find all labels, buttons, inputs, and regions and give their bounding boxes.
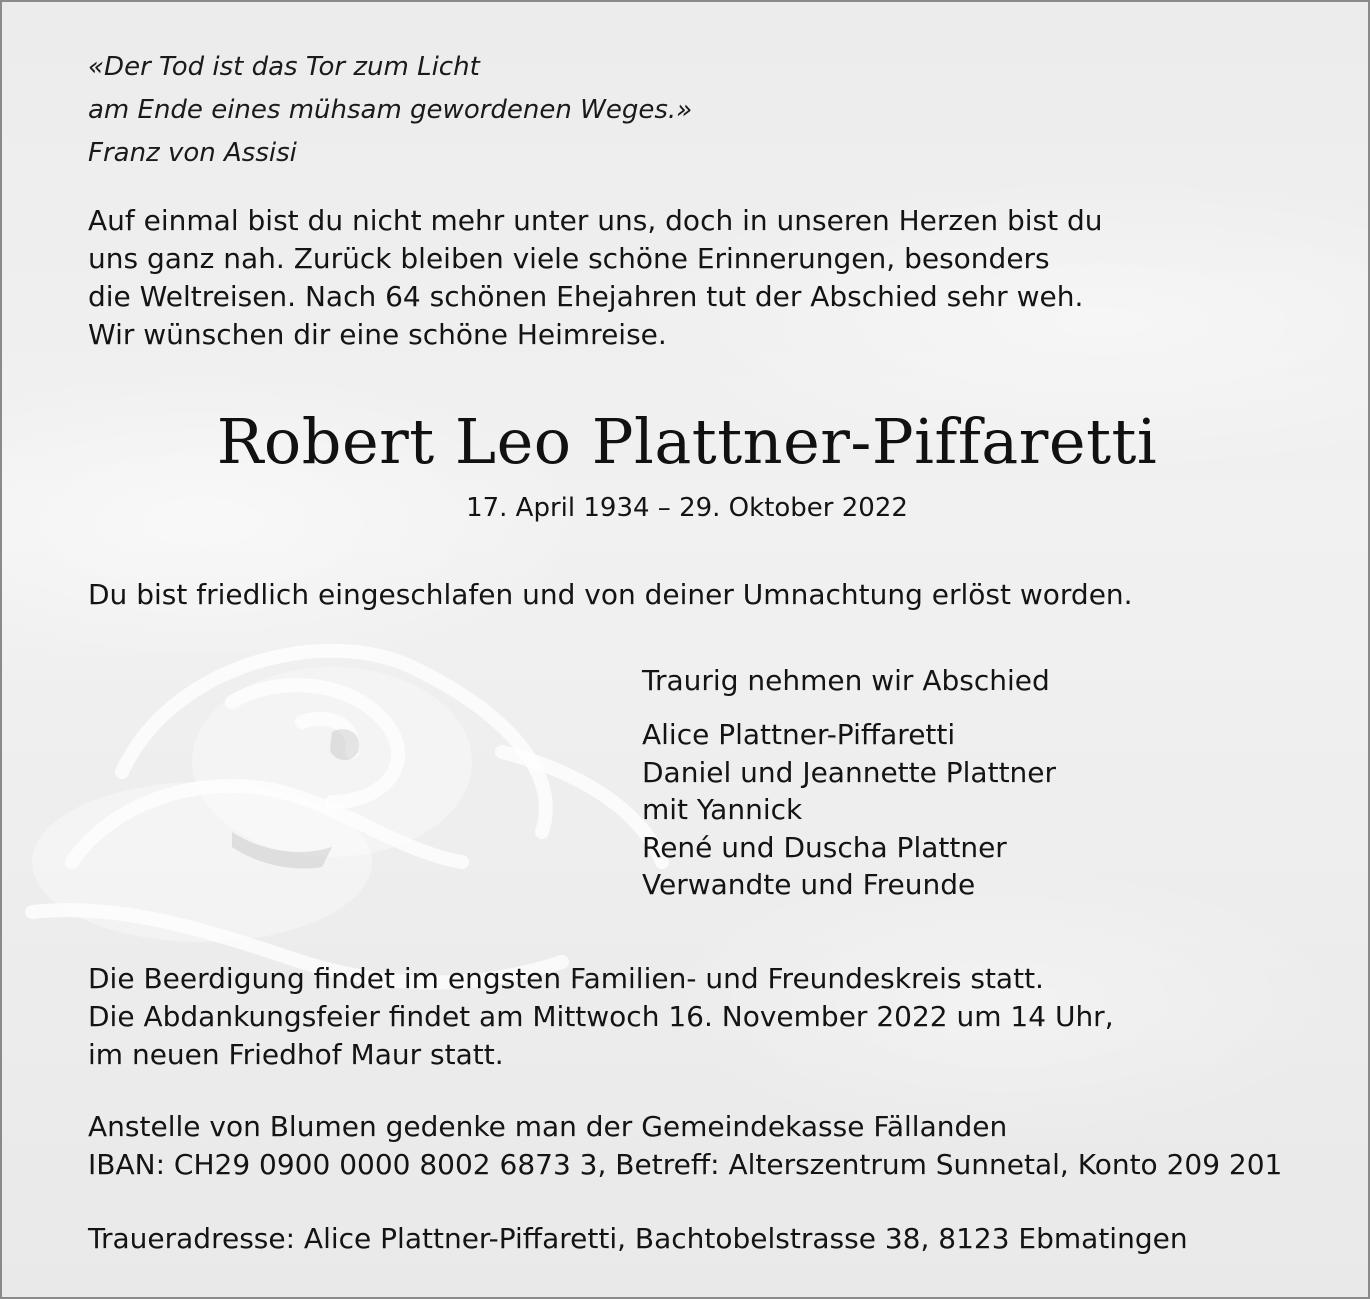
rose-icon xyxy=(2,602,702,1022)
mourners-heading: Traurig nehmen wir Abschied xyxy=(642,664,1050,697)
intro-line: Wir wünschen dir eine schöne Heimreise. xyxy=(88,318,667,351)
donation-line: Anstelle von Blumen gedenke man der Gemeindekasse Fällanden xyxy=(88,1110,1008,1143)
funeral-line: im neuen Friedhof Maur statt. xyxy=(88,1038,504,1071)
mourner-name: Verwandte und Freunde xyxy=(642,868,976,901)
mourner-name: mit Yannick xyxy=(642,793,803,826)
mourning-address: Traueradresse: Alice Plattner-Piffaretti, Bachtobelstrasse 38, 8123 Ebmatingen xyxy=(88,1222,1188,1255)
funeral-line: Die Beerdigung findet im engsten Familien- und Freundeskreis statt. xyxy=(88,962,1044,995)
intro-line: Auf einmal bist du nicht mehr unter uns, doch in unseren Herzen bist du xyxy=(88,204,1103,237)
release-line: Du bist friedlich eingeschlafen und von deiner Umnachtung erlöst worden. xyxy=(88,578,1133,611)
mourner-name: Daniel und Jeannette Plattner xyxy=(642,755,1057,789)
mourner-name: René und Duscha Plattner xyxy=(642,830,1007,864)
intro-line: uns ganz nah. Zurück bleiben viele schöne Erinnerungen, besonders xyxy=(88,242,1050,275)
intro-paragraph xyxy=(88,202,1103,354)
mourners-list xyxy=(642,716,1056,904)
quote-block xyxy=(88,46,692,175)
funeral-details xyxy=(88,960,1114,1074)
donation-details xyxy=(88,1108,1282,1184)
intro-line: die Weltreisen. Nach 64 schönen Ehejahren tut der Abschied sehr weh. xyxy=(88,280,1084,313)
quote-author: Franz von Assisi xyxy=(88,138,297,168)
life-dates: 17. April 1934 – 29. Oktober 2022 xyxy=(466,493,908,523)
quote-line: am Ende eines mühsam gewordenen Weges.» xyxy=(88,95,693,125)
deceased-name: Robert Leo Plattner-Piffaretti xyxy=(216,405,1158,478)
mourner-name: Alice Plattner-Piffaretti xyxy=(642,718,956,751)
donation-iban: IBAN: CH29 0900 0000 8002 6873 3, Betreff: Alterszentrum Sunnetal, Konto 209 201 xyxy=(88,1148,1283,1181)
quote-line: «Der Tod ist das Tor zum Licht xyxy=(88,52,480,82)
funeral-line: Die Abdankungsfeier findet am Mittwoch 16. November 2022 um 14 Uhr, xyxy=(88,1000,1114,1033)
